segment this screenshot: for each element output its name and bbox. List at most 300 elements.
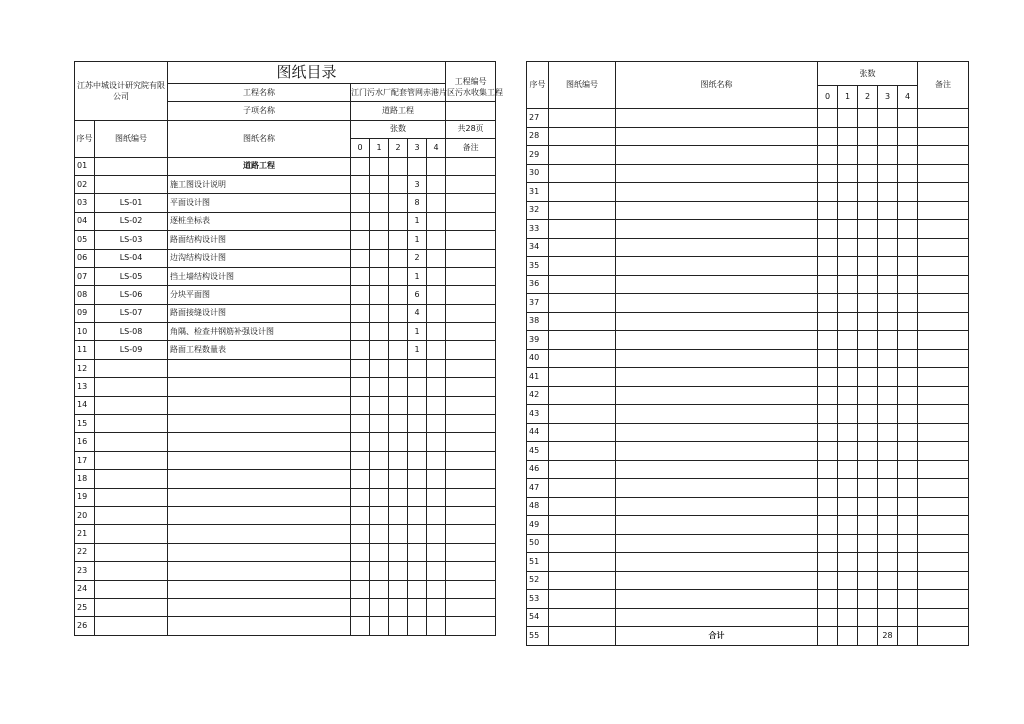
row-drawing-no: [549, 164, 616, 183]
row-drawing-no: LS-01: [95, 194, 168, 212]
row-seq: 42: [527, 386, 549, 405]
row-sheet-1: [370, 433, 389, 451]
table-row: [75, 470, 496, 488]
row-drawing-no: LS-09: [95, 341, 168, 359]
row-drawing-name: [616, 127, 818, 146]
row-sheet-2: [389, 598, 408, 616]
row-remark: [446, 194, 496, 212]
row-sheet-4: [898, 479, 918, 498]
row-sheet-0: [818, 608, 838, 627]
row-drawing-name: [616, 423, 818, 442]
row-sheet-1: [838, 460, 858, 479]
row-sheet-4: [898, 571, 918, 590]
row-sheet-4: [427, 617, 446, 635]
row-drawing-no: [549, 331, 616, 350]
row-sheet-4: [898, 460, 918, 479]
row-sheet-3: [878, 516, 898, 535]
row-drawing-name: 分块平面图: [168, 286, 351, 304]
row-sheet-2: [389, 267, 408, 285]
row-sheet-3: [878, 109, 898, 128]
row-sheet-2: [858, 405, 878, 424]
row-sheet-3: [878, 368, 898, 387]
row-remark: [918, 479, 969, 498]
total-sheet-3: 28: [878, 627, 898, 646]
page-title: 图纸目录: [168, 62, 446, 84]
row-sheet-1: [370, 580, 389, 598]
row-drawing-no: [549, 460, 616, 479]
table-row: [75, 433, 496, 451]
row-drawing-name: [616, 497, 818, 516]
row-remark: [446, 157, 496, 175]
row-remark: [918, 312, 969, 331]
row-sheet-3: [878, 497, 898, 516]
row-seq: 25: [75, 598, 95, 616]
row-sheet-0: [351, 506, 370, 524]
row-sheet-1: [370, 267, 389, 285]
row-sheet-3: [408, 598, 427, 616]
row-seq: 31: [527, 183, 549, 202]
row-sheet-3: [878, 460, 898, 479]
col-drawing-name-header: 图纸名称: [616, 62, 818, 109]
row-sheet-4: [898, 238, 918, 257]
total-sheet-0: [818, 627, 838, 646]
row-remark: [918, 423, 969, 442]
row-seq: 32: [527, 201, 549, 220]
sheet-col-2: 2: [858, 86, 878, 109]
table-row: [75, 267, 496, 285]
table-row: [75, 157, 496, 175]
row-seq: 15: [75, 415, 95, 433]
row-seq: 26: [75, 617, 95, 635]
table-row: [527, 127, 969, 146]
total-drawing-no: [549, 627, 616, 646]
row-seq: 14: [75, 396, 95, 414]
row-drawing-no: LS-06: [95, 286, 168, 304]
row-seq: 24: [75, 580, 95, 598]
row-drawing-no: [549, 349, 616, 368]
row-remark: [918, 331, 969, 350]
table-row: [527, 368, 969, 387]
row-drawing-no: [95, 598, 168, 616]
row-seq: 30: [527, 164, 549, 183]
row-drawing-name: [616, 294, 818, 313]
row-sheet-3: [408, 506, 427, 524]
row-seq: 35: [527, 257, 549, 276]
row-sheet-4: [427, 488, 446, 506]
row-seq: 43: [527, 405, 549, 424]
row-sheet-1: [838, 479, 858, 498]
col-sheets-header: 张数: [818, 62, 918, 86]
row-sheet-1: [370, 286, 389, 304]
table-row: [75, 562, 496, 580]
row-sheet-2: [858, 423, 878, 442]
row-sheet-2: [389, 359, 408, 377]
row-sheet-2: [858, 146, 878, 165]
row-sheet-3: [878, 294, 898, 313]
row-remark: [918, 294, 969, 313]
row-sheet-1: [370, 543, 389, 561]
row-sheet-1: [370, 359, 389, 377]
row-drawing-name: [168, 580, 351, 598]
table-row: [527, 312, 969, 331]
row-sheet-3: [408, 488, 427, 506]
row-sheet-2: [389, 396, 408, 414]
company-name: 江苏中城设计研究院有限公司: [75, 62, 168, 121]
table-row: [527, 164, 969, 183]
table-row: [527, 516, 969, 535]
row-sheet-4: [427, 396, 446, 414]
row-sheet-2: [389, 304, 408, 322]
row-remark: [918, 368, 969, 387]
row-sheet-2: [858, 571, 878, 590]
row-sheet-0: [818, 516, 838, 535]
row-remark: [446, 341, 496, 359]
row-sheet-0: [818, 183, 838, 202]
row-sheet-4: [427, 359, 446, 377]
row-sheet-0: [818, 220, 838, 239]
table-row: [75, 415, 496, 433]
row-sheet-4: [898, 497, 918, 516]
row-seq: 46: [527, 460, 549, 479]
row-sheet-3: [408, 470, 427, 488]
row-sheet-3: [878, 183, 898, 202]
row-drawing-no: [95, 580, 168, 598]
row-drawing-no: LS-08: [95, 323, 168, 341]
row-remark: [918, 442, 969, 461]
row-sheet-3: 1: [408, 323, 427, 341]
row-sheet-1: [838, 608, 858, 627]
table-row: [75, 175, 496, 193]
row-sheet-1: [838, 405, 858, 424]
row-sheet-2: [389, 433, 408, 451]
row-sheet-0: [351, 286, 370, 304]
row-drawing-name: [616, 571, 818, 590]
row-drawing-name: [616, 312, 818, 331]
row-sheet-0: [818, 146, 838, 165]
row-seq: 28: [527, 127, 549, 146]
row-sheet-3: [408, 525, 427, 543]
row-drawing-no: [95, 451, 168, 469]
row-sheet-0: [818, 257, 838, 276]
row-seq: 37: [527, 294, 549, 313]
row-sheet-1: [838, 109, 858, 128]
row-sheet-2: [858, 497, 878, 516]
row-drawing-name: [616, 349, 818, 368]
row-sheet-0: [351, 470, 370, 488]
row-sheet-2: [858, 386, 878, 405]
row-sheet-0: [351, 580, 370, 598]
row-sheet-2: [389, 488, 408, 506]
table-row: [75, 506, 496, 524]
row-remark: [918, 164, 969, 183]
row-sheet-2: [858, 516, 878, 535]
row-sheet-4: [427, 267, 446, 285]
row-sheet-3: [878, 238, 898, 257]
row-seq: 52: [527, 571, 549, 590]
row-sheet-1: [838, 553, 858, 572]
row-drawing-no: [549, 294, 616, 313]
row-remark: [446, 304, 496, 322]
row-sheet-3: [878, 608, 898, 627]
project-no-label: 工程编号: [446, 62, 496, 102]
table-row: [527, 442, 969, 461]
row-remark: [446, 212, 496, 230]
row-drawing-name: [616, 386, 818, 405]
row-drawing-no: [95, 470, 168, 488]
row-drawing-name: [168, 470, 351, 488]
table-row: [75, 341, 496, 359]
row-drawing-name: [616, 275, 818, 294]
sheet-col-1: 1: [370, 139, 389, 157]
row-sheet-2: [389, 470, 408, 488]
row-sheet-4: [427, 580, 446, 598]
row-drawing-no: [549, 553, 616, 572]
row-sheet-4: [427, 433, 446, 451]
row-sheet-0: [351, 598, 370, 616]
row-seq: 07: [75, 267, 95, 285]
row-drawing-no: [95, 488, 168, 506]
sub-project: 道路工程: [351, 102, 446, 120]
row-drawing-no: [95, 175, 168, 193]
row-sheet-2: [389, 562, 408, 580]
row-remark: [446, 396, 496, 414]
row-remark: [446, 267, 496, 285]
row-sheet-2: [858, 238, 878, 257]
row-sheet-2: [858, 312, 878, 331]
row-sheet-1: [838, 164, 858, 183]
row-sheet-3: 6: [408, 286, 427, 304]
table-row: [75, 378, 496, 396]
row-seq: 34: [527, 238, 549, 257]
row-sheet-2: [389, 323, 408, 341]
row-sheet-2: [858, 368, 878, 387]
row-drawing-no: [549, 386, 616, 405]
row-sheet-0: [351, 433, 370, 451]
table-row: [527, 257, 969, 276]
table-row: [527, 275, 969, 294]
row-drawing-name: [616, 331, 818, 350]
row-drawing-name: [616, 590, 818, 609]
row-drawing-no: LS-07: [95, 304, 168, 322]
row-sheet-2: [858, 164, 878, 183]
row-drawing-name: 路面工程数量表: [168, 341, 351, 359]
row-sheet-0: [818, 164, 838, 183]
row-remark: [446, 470, 496, 488]
table-row: [75, 212, 496, 230]
row-sheet-0: [351, 488, 370, 506]
total-sheet-4: [898, 627, 918, 646]
row-drawing-name: [168, 433, 351, 451]
row-sheet-2: [858, 127, 878, 146]
row-drawing-no: [549, 312, 616, 331]
row-sheet-2: [858, 275, 878, 294]
row-sheet-1: [370, 194, 389, 212]
row-sheet-1: [370, 249, 389, 267]
row-drawing-name: [616, 534, 818, 553]
row-sheet-4: [427, 562, 446, 580]
row-sheet-1: [370, 598, 389, 616]
row-sheet-1: [370, 175, 389, 193]
row-drawing-no: [549, 368, 616, 387]
row-sheet-2: [389, 506, 408, 524]
row-sheet-2: [858, 220, 878, 239]
row-sheet-3: 4: [408, 304, 427, 322]
row-sheet-4: [427, 341, 446, 359]
row-remark: [918, 220, 969, 239]
row-drawing-name: 路面结构设计图: [168, 231, 351, 249]
row-remark: [918, 183, 969, 202]
row-drawing-name: 施工图设计说明: [168, 175, 351, 193]
sheet-col-1: 1: [838, 86, 858, 109]
row-sheet-3: 1: [408, 231, 427, 249]
row-drawing-no: [95, 359, 168, 377]
row-remark: [446, 286, 496, 304]
total-row: [527, 627, 969, 646]
row-seq: 27: [527, 109, 549, 128]
row-drawing-no: [549, 590, 616, 609]
row-sheet-1: [838, 442, 858, 461]
row-sheet-1: [838, 275, 858, 294]
row-sheet-1: [370, 378, 389, 396]
row-sheet-3: [878, 146, 898, 165]
row-sheet-3: [408, 451, 427, 469]
row-sheet-3: 3: [408, 175, 427, 193]
row-remark: [918, 201, 969, 220]
row-sheet-4: [898, 164, 918, 183]
row-seq: 36: [527, 275, 549, 294]
row-sheet-0: [818, 571, 838, 590]
row-sheet-3: 2: [408, 249, 427, 267]
col-seq-header: 序号: [75, 120, 95, 157]
row-sheet-2: [389, 580, 408, 598]
row-remark: [918, 109, 969, 128]
table-row: [75, 249, 496, 267]
row-sheet-0: [818, 368, 838, 387]
row-sheet-4: [427, 212, 446, 230]
row-sheet-2: [858, 460, 878, 479]
row-sheet-0: [818, 349, 838, 368]
row-drawing-name: [168, 543, 351, 561]
row-drawing-name: [168, 396, 351, 414]
row-sheet-2: [858, 590, 878, 609]
row-remark: [918, 534, 969, 553]
row-sheet-4: [898, 201, 918, 220]
row-sheet-3: [408, 617, 427, 635]
row-sheet-2: [858, 479, 878, 498]
row-sheet-4: [427, 506, 446, 524]
row-sheet-3: [408, 378, 427, 396]
row-remark: [918, 146, 969, 165]
row-sheet-1: [838, 257, 858, 276]
row-sheet-3: [878, 423, 898, 442]
table-row: [527, 479, 969, 498]
row-sheet-0: [818, 405, 838, 424]
row-sheet-4: [898, 608, 918, 627]
col-sheets-header: 张数: [351, 120, 446, 138]
row-seq: 45: [527, 442, 549, 461]
row-seq: 23: [75, 562, 95, 580]
row-drawing-name: [168, 359, 351, 377]
row-sheet-2: [389, 194, 408, 212]
table-row: [527, 109, 969, 128]
row-sheet-1: [838, 590, 858, 609]
row-sheet-2: [858, 201, 878, 220]
row-sheet-0: [351, 323, 370, 341]
row-sheet-1: [838, 127, 858, 146]
row-drawing-name: [168, 617, 351, 635]
row-drawing-name: [168, 488, 351, 506]
row-sheet-1: [370, 562, 389, 580]
row-sheet-3: [878, 331, 898, 350]
row-sheet-4: [898, 553, 918, 572]
row-sheet-4: [898, 294, 918, 313]
row-sheet-4: [898, 442, 918, 461]
sheet-col-3: 3: [408, 139, 427, 157]
row-sheet-1: [370, 323, 389, 341]
row-sheet-2: [389, 212, 408, 230]
row-sheet-0: [818, 294, 838, 313]
row-sheet-4: [898, 516, 918, 535]
row-sheet-1: [370, 231, 389, 249]
col-seq-header: 序号: [527, 62, 549, 109]
row-sheet-2: [858, 257, 878, 276]
row-drawing-name: 平面设计图: [168, 194, 351, 212]
table-row: [75, 194, 496, 212]
row-seq: 02: [75, 175, 95, 193]
row-sheet-4: [427, 175, 446, 193]
project-name-label: 工程名称: [168, 84, 351, 102]
sheet-col-0: 0: [351, 139, 370, 157]
row-sheet-2: [389, 231, 408, 249]
row-remark: [918, 405, 969, 424]
row-sheet-1: [370, 396, 389, 414]
row-sheet-1: [370, 525, 389, 543]
row-drawing-name: [616, 479, 818, 498]
row-drawing-no: [549, 109, 616, 128]
row-remark: [918, 497, 969, 516]
table-row: [75, 525, 496, 543]
row-remark: [446, 506, 496, 524]
row-sheet-4: [898, 368, 918, 387]
row-sheet-2: [389, 415, 408, 433]
row-sheet-1: [370, 488, 389, 506]
row-sheet-2: [389, 617, 408, 635]
row-sheet-0: [818, 312, 838, 331]
row-drawing-no: [549, 571, 616, 590]
row-remark: [918, 516, 969, 535]
table-row: [527, 331, 969, 350]
row-remark: [918, 349, 969, 368]
row-drawing-no: LS-02: [95, 212, 168, 230]
row-sheet-4: [427, 415, 446, 433]
row-seq: 03: [75, 194, 95, 212]
row-drawing-no: [95, 378, 168, 396]
row-seq: 48: [527, 497, 549, 516]
table-row: [75, 488, 496, 506]
row-sheet-1: [838, 146, 858, 165]
row-sheet-4: [427, 286, 446, 304]
row-sheet-3: [878, 405, 898, 424]
table-row: [527, 460, 969, 479]
row-sheet-0: [818, 497, 838, 516]
row-seq: 17: [75, 451, 95, 469]
row-sheet-1: [838, 534, 858, 553]
row-sheet-0: [351, 359, 370, 377]
row-seq: 44: [527, 423, 549, 442]
col-drawing-no-header: 图纸编号: [95, 120, 168, 157]
row-sheet-0: [351, 212, 370, 230]
row-sheet-0: [818, 534, 838, 553]
